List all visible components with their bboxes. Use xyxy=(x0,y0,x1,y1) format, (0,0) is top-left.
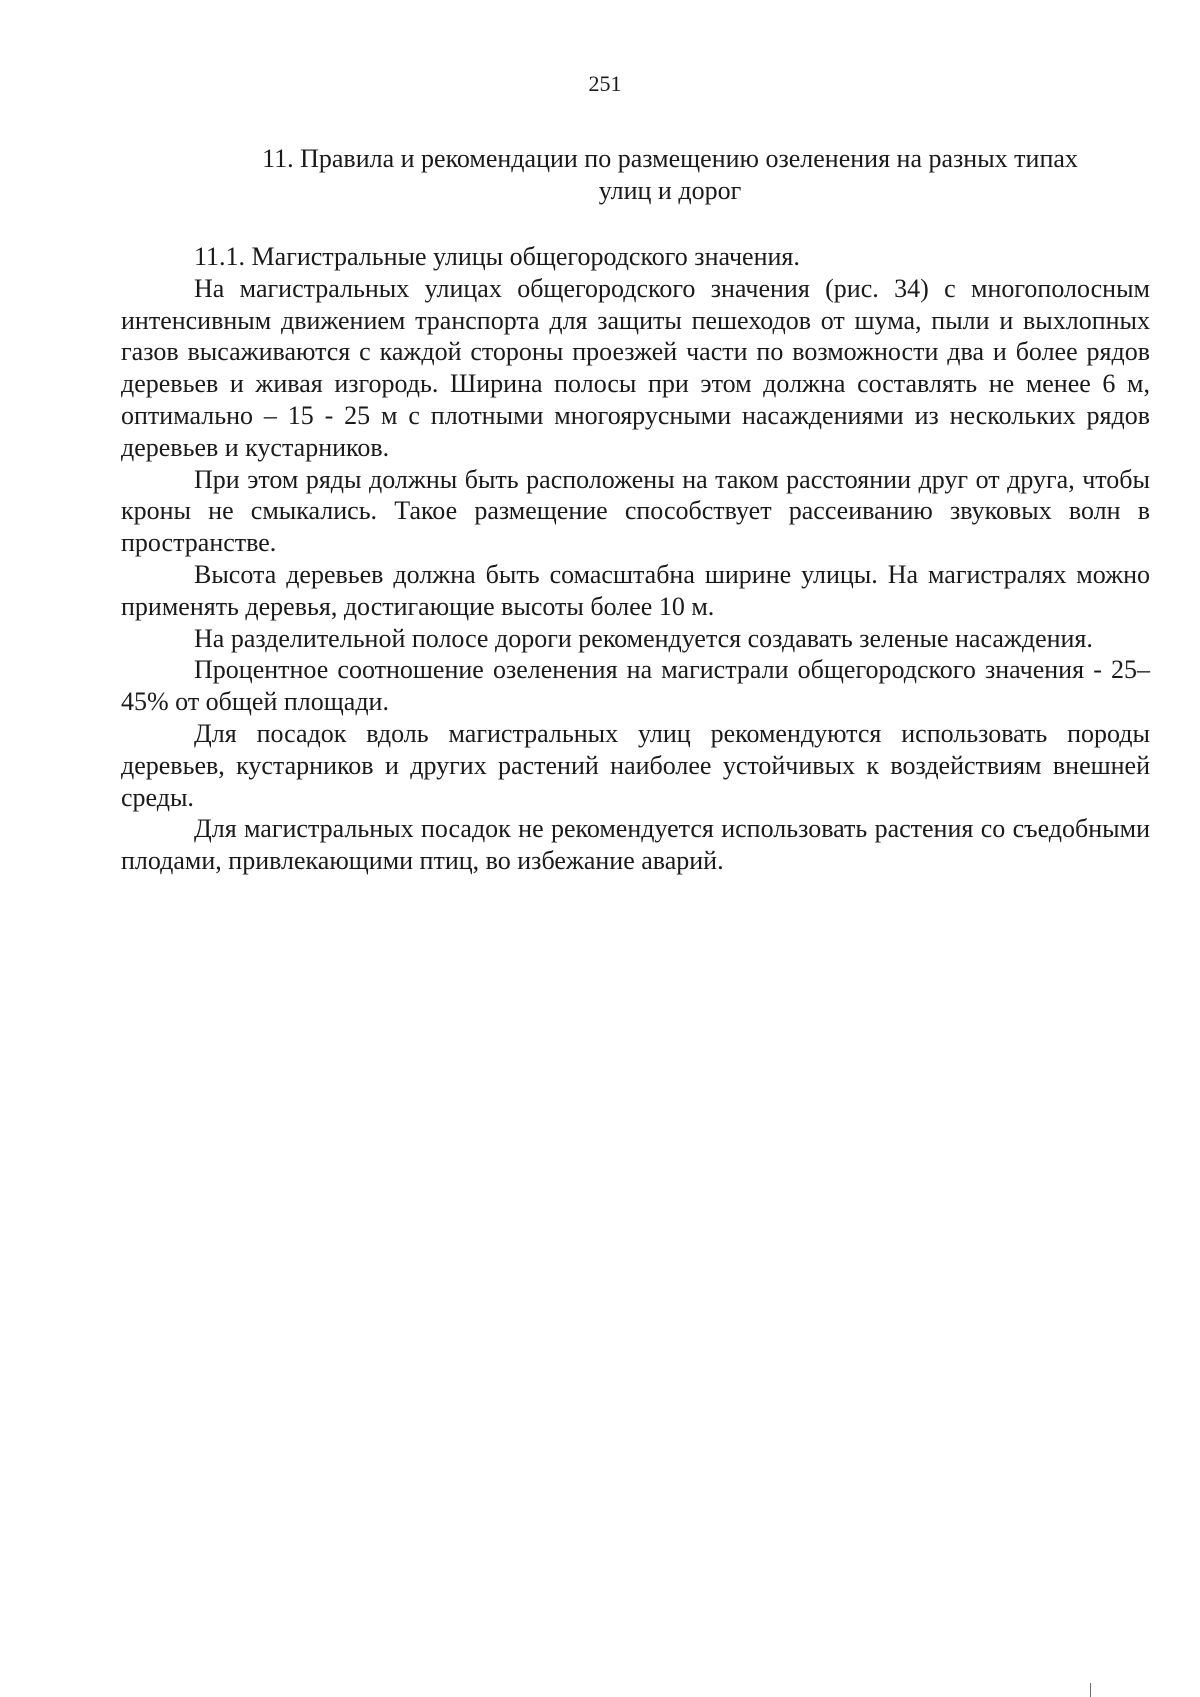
chapter-heading xyxy=(180,143,1160,207)
paragraph-greenery-percentage: Процентное соотношение озеленения на магистрали общегородского значения - 25–45% от общей площади. xyxy=(121,655,1150,717)
paragraph-resistant-species: Для посадок вдоль магистральных улиц рекомендуются использовать породы деревьев, кустарников и других растений наиболее устойчивых к воздействиям внешней среды. xyxy=(121,718,1150,812)
paragraph-street-greenery: На магистральных улицах общегородского значения (рис. 34) с многополосным интенсивным движением транспорта для защиты пешеходов от шума, пыли и выхлопных газов высаживаются с каждой стороны проезжей части по возможности два и более рядов деревьев и живая изгородь. Ширина полосы при этом должна составлять не менее 6 м, оптимально – 15 - 25 м с плотными многоярусными насаждениями из нескольких рядов деревьев и кустарников. xyxy=(121,273,1150,462)
chapter-heading-line-1: 11. Правила и рекомендации по размещению озеленения на разных типах xyxy=(262,144,1078,173)
paragraph-dividing-strip: На разделительной полосе дороги рекомендуется создавать зеленые насаждения. xyxy=(194,623,1093,653)
page-number: 251 xyxy=(588,71,622,96)
chapter-heading-line-2: улиц и дорог xyxy=(598,176,742,205)
paragraph-tree-height: Высота деревьев должна быть сомасштабна ширине улицы. На магистралях можно применять деревья, достигающие высоты более 10 м. xyxy=(121,559,1150,621)
paragraph-edible-fruit-warning: Для магистральных посадок не рекомендуется использовать растения со съедобными плодами, привлекающими птиц, во избежание аварий. xyxy=(121,814,1150,876)
section-title: 11.1. Магистральные улицы общегородского значения. xyxy=(194,242,800,271)
paragraph-row-spacing: При этом ряды должны быть расположены на таком расстоянии друг от друга, чтобы кроны не смыкались. Такое размещение способствует рассеиванию звуковых волн в пространстве. xyxy=(121,464,1150,558)
scan-edge-mark xyxy=(1090,1683,1091,1697)
body-text xyxy=(121,241,1150,877)
